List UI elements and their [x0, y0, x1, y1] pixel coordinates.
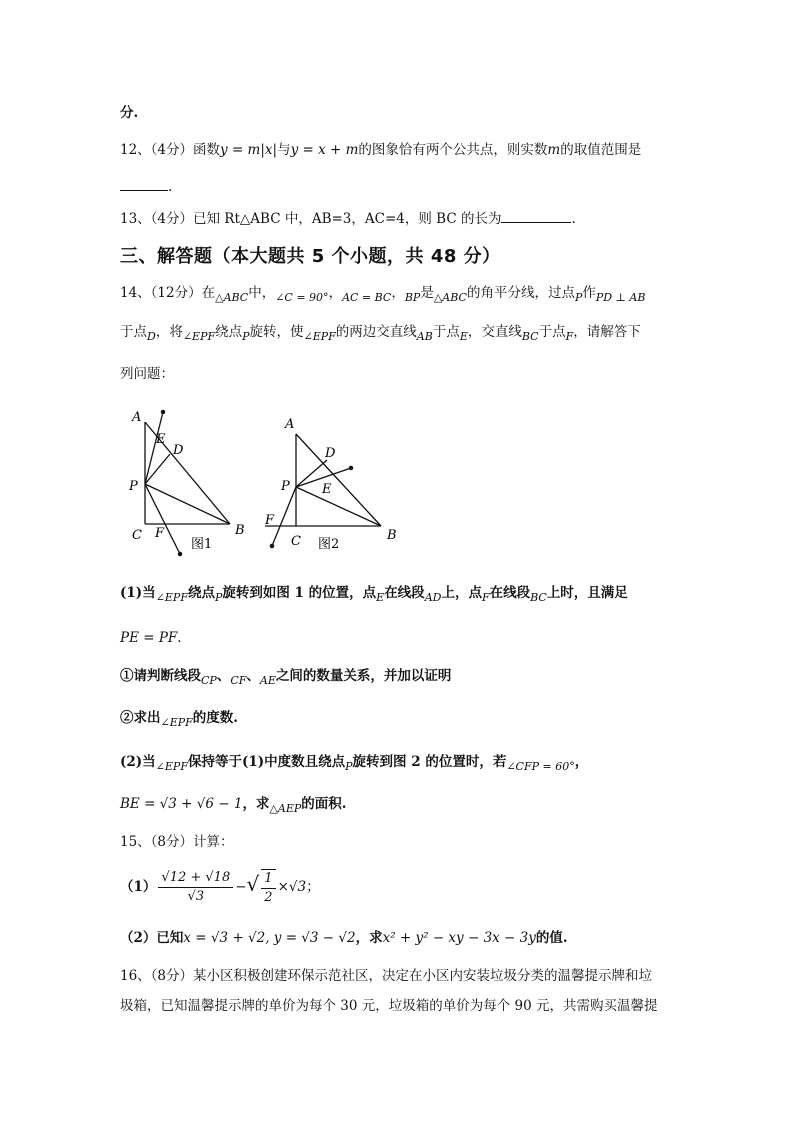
question-14-line3	[120, 364, 680, 384]
question-14-line2	[120, 322, 680, 343]
math-expr: y = m|x|	[220, 142, 278, 158]
math-expr: ∠EPF	[155, 591, 188, 604]
question-12	[120, 140, 680, 160]
text: 于点	[432, 324, 460, 340]
part-1-line2	[120, 628, 680, 648]
text: 上，点	[441, 585, 482, 601]
text: 列问题：	[120, 366, 174, 382]
text: 绕点	[215, 324, 243, 340]
text: ；	[306, 879, 320, 895]
label-B: B	[235, 523, 245, 538]
text: 于点	[120, 324, 147, 340]
math-expr: CF	[230, 674, 247, 687]
math-expr: △ABC	[433, 291, 467, 304]
question-16-line1	[120, 966, 680, 986]
math-expr: CP	[201, 674, 217, 687]
label-E: E	[156, 432, 166, 447]
text: .	[168, 179, 173, 195]
fraction	[158, 869, 233, 906]
part-2-line2	[120, 794, 680, 815]
text: 在线段	[489, 585, 531, 601]
text: ，	[328, 285, 343, 301]
math-expr: ∠C = 90°	[275, 291, 329, 304]
text: 15、（8分）计算：	[120, 834, 234, 850]
math-expr: F	[565, 330, 574, 343]
math-expr: AC = BC	[342, 291, 392, 304]
label-F: F	[265, 513, 275, 528]
fraction	[261, 869, 275, 907]
denominator: √3	[187, 889, 205, 904]
text: ，求	[242, 796, 270, 812]
math-expr: BC	[521, 330, 539, 343]
question-15	[120, 832, 680, 852]
math-expr: P	[214, 591, 223, 604]
text: (1)当	[120, 585, 156, 601]
text: 旋转到如图 1 的位置，点	[222, 585, 377, 601]
math-expr: AB	[416, 330, 433, 343]
label-F: F	[155, 526, 165, 541]
math-expr: ∠CFP = 60°	[506, 760, 575, 773]
text: 13、（4分）已知 Rt△ABC 中，AB=3，AC=4，则 BC 的长为	[120, 211, 502, 227]
text: 、	[246, 668, 260, 684]
label-A: A	[132, 410, 142, 425]
denominator: 2	[264, 889, 273, 905]
ray-PF	[145, 484, 180, 554]
math-expr: P	[574, 291, 583, 304]
math-expr: AE	[259, 674, 276, 687]
part-1-line1	[120, 583, 680, 604]
text: 中，	[248, 285, 276, 301]
text: −	[235, 879, 247, 895]
figure-2-caption: 图2	[318, 537, 340, 552]
geometry-figures	[115, 400, 415, 565]
part-1-i	[120, 666, 680, 687]
text: 绕点	[187, 585, 215, 601]
math-expr: BE = √3 + √6 − 1	[120, 796, 243, 812]
numerator: √12 + √18	[158, 869, 233, 888]
figure-2-labels	[264, 417, 397, 552]
text: 的图象恰有两个公共点，则实数	[358, 142, 548, 158]
math-expr: x = √3 + √2, y = √3 − √2	[183, 930, 356, 946]
question-15-part-2	[120, 928, 680, 948]
answer-blank[interactable]	[120, 176, 168, 191]
text: 分.	[120, 105, 139, 121]
text: 的度数.	[192, 710, 238, 726]
endpoint-dot	[349, 466, 352, 469]
text: ，将	[155, 324, 183, 340]
text: 于点	[538, 324, 566, 340]
text: （2）已知	[120, 930, 184, 946]
math-expr: ∠EPF	[155, 760, 188, 773]
text: 的角平分线，过点	[466, 285, 575, 301]
math-expr: m	[547, 142, 561, 158]
text: ，	[391, 285, 405, 301]
question-12-answer	[120, 176, 680, 197]
text: 之间的数量关系，并加以证明	[275, 668, 452, 684]
endpoint-dot	[178, 552, 181, 555]
text: 14、（12分）在	[120, 285, 216, 301]
endpoint-dot	[161, 410, 164, 413]
text: 保持等于(1)中度数且绕点	[187, 754, 346, 770]
math-expr: ∠EPF	[303, 330, 336, 343]
text: 作	[582, 285, 596, 301]
segment-PB	[296, 487, 381, 526]
figure-1-caption: 图1	[191, 537, 213, 552]
label-C: C	[291, 534, 301, 549]
text: 12、（4分）函数	[120, 142, 221, 158]
question-14-line1	[120, 283, 680, 304]
label-C: C	[132, 528, 142, 543]
text: 上时，且满足	[546, 585, 628, 601]
math-expr: y = x + m	[290, 142, 359, 158]
math-expr: ×√3	[277, 879, 307, 895]
question-15-part-1: （1） $\frac{√12 + √18}{√3}$ −√ $\frac{1}{2}$ ×√3；	[120, 870, 320, 905]
text: .	[571, 211, 576, 227]
math-expr: AD	[424, 591, 442, 604]
segment-PB	[145, 484, 230, 524]
math-expr: BP	[404, 291, 421, 304]
numerator: 1	[261, 870, 275, 889]
text: .	[177, 630, 182, 646]
text: 旋转，使	[249, 324, 304, 340]
segment-AB	[296, 434, 381, 526]
math-expr: E	[376, 591, 385, 604]
label-D: D	[173, 443, 184, 458]
label-D: D	[325, 446, 336, 461]
part-2-line1	[120, 752, 680, 773]
math-expr: PE = PF	[120, 630, 178, 646]
math-expr: P	[345, 760, 353, 773]
section-heading: 三、解答题（本大题共 5 个小题，共 48 分）	[120, 246, 501, 267]
text: 的两边交直线	[335, 324, 417, 340]
text: 16、（8分）某小区积极创建环保示范社区，决定在小区内安装垃圾分类的温馨提示牌和垃	[120, 968, 653, 984]
math-expr: △AEP	[269, 802, 302, 815]
answer-blank[interactable]	[501, 208, 571, 223]
label-A: A	[285, 417, 295, 432]
question-13	[120, 208, 680, 229]
math-expr: ∠EPF	[160, 716, 193, 729]
math-expr: △ABC	[215, 291, 249, 304]
text: ，	[574, 754, 589, 770]
math-expr: x² + y² − xy − 3x − 3y	[382, 930, 536, 946]
text: 的面积.	[301, 796, 347, 812]
text: 的取值范围是	[560, 142, 642, 158]
text: 的值.	[535, 930, 568, 946]
text: （1）	[120, 879, 157, 895]
math-expr: ∠EPF	[182, 330, 216, 343]
math-expr: D	[147, 330, 156, 343]
text: ②求出	[120, 710, 161, 726]
label-P: P	[281, 479, 290, 494]
math-expr: P	[242, 330, 250, 343]
text: ，求	[355, 930, 383, 946]
question-16-line2	[120, 996, 680, 1016]
label-B: B	[387, 528, 397, 543]
math-expr: BC	[530, 591, 547, 604]
endpoint-dot	[270, 544, 273, 547]
text: 是	[420, 285, 434, 301]
text: 、	[216, 668, 231, 684]
text: (2)当	[120, 754, 156, 770]
label-P: P	[129, 479, 138, 494]
part-1-ii	[120, 708, 680, 729]
text: ，请解答下	[573, 324, 641, 340]
math-expr: E	[459, 330, 468, 343]
text: 在线段	[384, 585, 425, 601]
math-expr: PD ⊥ AB	[595, 291, 646, 304]
text: 与	[277, 142, 291, 158]
text: 旋转到图 2 的位置时，若	[352, 754, 507, 770]
text: 圾箱，已知温馨提示牌的单价为每个 30 元，垃圾箱的单价为每个 90 元，共需购买温馨提	[120, 998, 658, 1014]
text: ，交直线	[467, 324, 522, 340]
label-E: E	[322, 482, 332, 497]
prev-question-tail	[120, 103, 680, 123]
text: ①请判断线段	[120, 668, 201, 684]
math-expr: F	[481, 591, 490, 604]
